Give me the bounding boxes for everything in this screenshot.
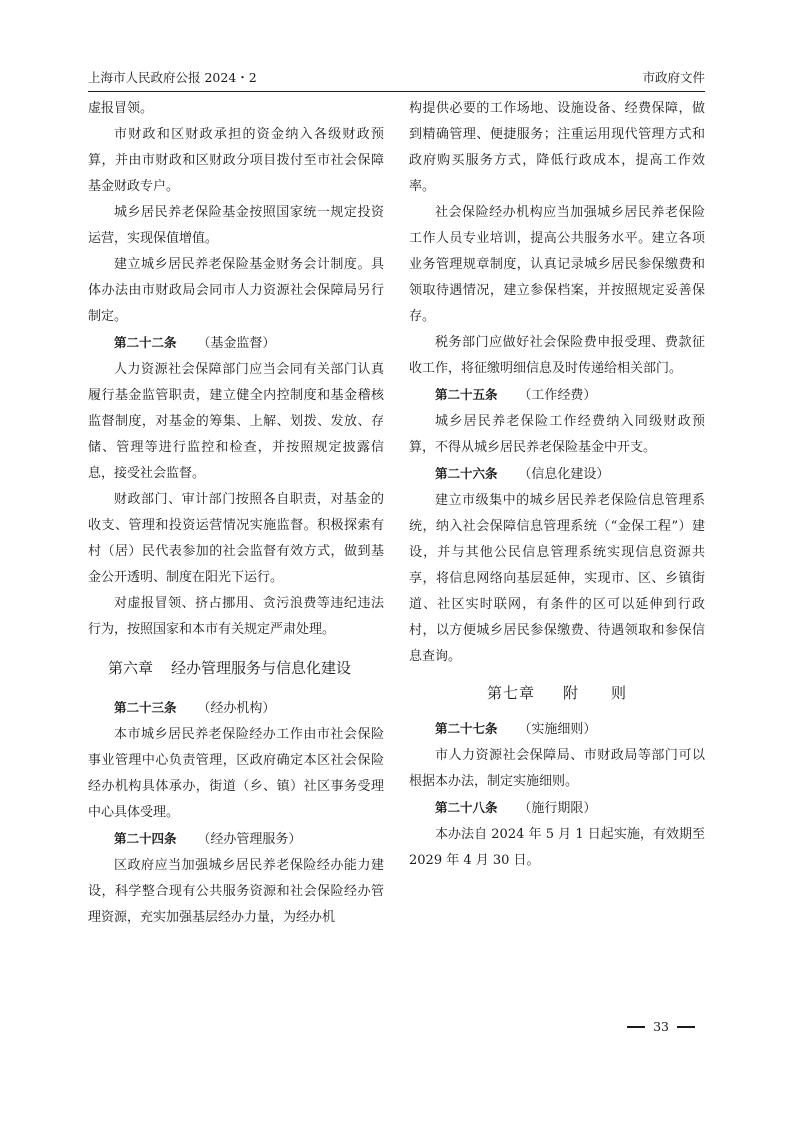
article-title: （经办管理服务） — [197, 832, 302, 847]
paragraph: 财政部门、审计部门按照各自职责，对基金的收支、管理和投资运营情况实施监督。积极探索有村（居）民代表参加的社会监督有效方式，做到基金公开透明、制度在阳光下运行。 — [88, 492, 384, 585]
article-number: 第二十三条 — [114, 700, 177, 715]
left-column — [88, 96, 384, 931]
page-header — [88, 62, 705, 86]
publication-title: 上海市人民政府公报 2024・2 — [88, 70, 257, 85]
chapter-6-heading — [108, 655, 384, 681]
paragraph: 本办法自 2024 年 5 月 1 日起实施，有效期至 2029 年 4 月 30 日。 — [409, 827, 705, 868]
paragraph: 社会保险经办机构应当加强城乡居民养老保险工作人员专业培训，提高公共服务水平。建立各项业务管理规章制度，认真记录城乡居民参保缴费和领取待遇情况，建立参保档案，并按照规定妥善保存。 — [409, 205, 705, 324]
paragraph: 市财政和区财政承担的资金纳入各级财政预算，并由市财政和区财政分项目拨付至市社会保障基金财政专户。 — [88, 127, 384, 194]
article-number: 第二十八条 — [435, 800, 498, 815]
chapter-title: 附 则 — [563, 684, 628, 702]
article-number: 第二十四条 — [114, 831, 177, 846]
page-number: 33 — [653, 1019, 669, 1034]
paragraph: 区政府应当加强城乡居民养老保险经办能力建设，科学整合现有公共服务资源和社会保险经办管理资源，充实加强基层经办力量，为经办机 — [88, 858, 384, 925]
paragraph: 税务部门应做好社会保险费申报受理、费款征收工作，将征缴明细信息及时传递给相关部门。 — [409, 335, 705, 376]
chapter-title: 经办管理服务与信息化建设 — [171, 659, 352, 677]
dash-left — [627, 1026, 645, 1028]
dash-right — [677, 1026, 695, 1028]
article-25-heading — [409, 382, 705, 409]
article-title: （实施细则） — [518, 722, 597, 737]
article-number: 第二十五条 — [435, 387, 498, 402]
paragraph: 城乡居民养老保险基金按照国家统一规定投资运营，实现保值增值。 — [88, 205, 384, 246]
chapter-7-heading — [409, 680, 705, 706]
section-label: 市政府文件 — [642, 70, 705, 85]
chapter-number: 第六章 — [108, 659, 154, 677]
paragraph: 人力资源社会保障部门应当会同有关部门认真履行基金监管职责，建立健全内控制度和基金稽核监督制度，对基金的筹集、上解、划拨、发放、存储、管理等进行监控和检查，并按照规定披露信息，接受社会监督。 — [88, 362, 384, 481]
article-title: （工作经费） — [518, 388, 597, 403]
article-title: （经办机构） — [197, 701, 276, 716]
article-26-heading — [409, 461, 705, 488]
paragraph: 建立城乡居民养老保险基金财务会计制度。具体办法由市财政局会同市人力资源社会保障局另行制定。 — [88, 257, 384, 324]
chapter-number: 第七章 — [486, 684, 535, 702]
paragraph: 市人力资源社会保障局、市财政局等部门可以根据本办法，制定实施细则。 — [409, 748, 705, 789]
paragraph: 建立市级集中的城乡居民养老保险信息管理系统，纳入社会保障信息管理系统（“金保工程”）建设，并与其他公民信息管理系统实现信息资源共享，将信息网络向基层延伸，实现市、区、乡镇街道、社区实时联网，有条件的区可以延伸到行政村，以方便城乡居民参保缴费、待遇领取和参保信息查询。 — [409, 493, 705, 664]
header-divider — [88, 91, 705, 92]
article-title: （基金监督） — [197, 336, 276, 351]
article-title: （信息化建设） — [518, 467, 610, 482]
paragraph: 本市城乡居民养老保险经办工作由市社会保险事业管理中心负责管理，区政府确定本区社会保险经办机构具体承办，街道（乡、镇）社区事务受理中心具体受理。 — [88, 727, 384, 820]
article-24-heading — [88, 826, 384, 853]
paragraph: 构提供必要的工作场地、设施设备、经费保障，做到精确管理、便捷服务；注重运用现代管理方式和政府购买服务方式，降低行政成本，提高工作效率。 — [409, 101, 705, 194]
article-22-heading — [88, 330, 384, 357]
right-column — [409, 96, 705, 874]
article-28-heading — [409, 795, 705, 822]
article-27-heading — [409, 716, 705, 743]
article-number: 第二十七条 — [435, 721, 498, 736]
article-23-heading — [88, 695, 384, 722]
paragraph: 对虚报冒领、挤占挪用、贪污浪费等违纪违法行为，按照国家和本市有关规定严肃处理。 — [88, 596, 384, 637]
paragraph: 虚报冒领。 — [88, 101, 154, 116]
page-footer — [627, 1019, 695, 1034]
article-number: 第二十六条 — [435, 466, 498, 481]
article-title: （施行期限） — [518, 801, 597, 816]
article-number: 第二十二条 — [114, 335, 177, 350]
paragraph: 城乡居民养老保险工作经费纳入同级财政预算，不得从城乡居民养老保险基金中开支。 — [409, 414, 705, 455]
